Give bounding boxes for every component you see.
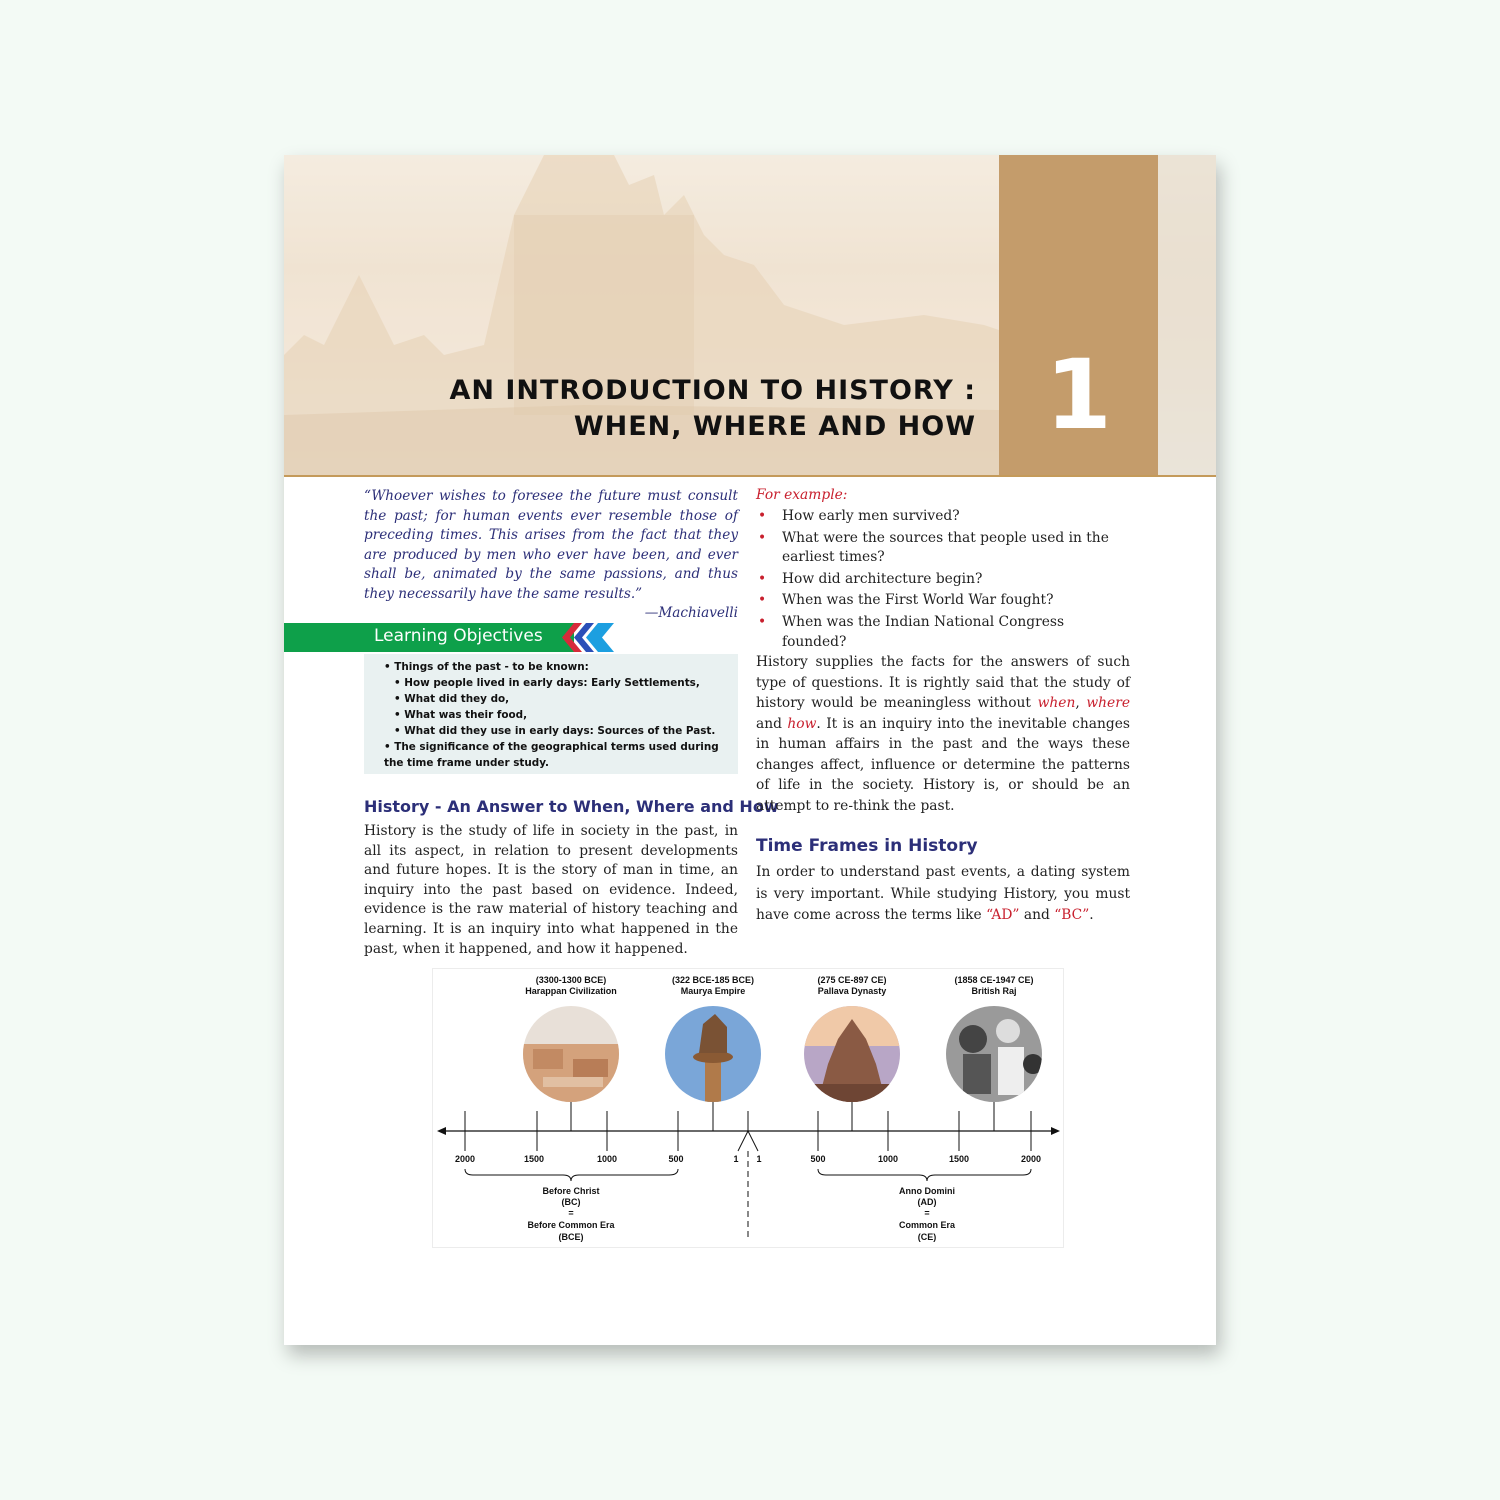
bc-label-line: (BC) <box>561 1197 581 1207</box>
era-dates-harappan: (3300-1300 BCE) <box>535 975 607 985</box>
learning-objectives-list <box>364 654 738 771</box>
bullet-icon: • <box>758 529 767 546</box>
history-facts-paragraph: History supplies the facts for the answers of such type of questions. It is rightly said that the study of history would be meaningless without when, where and how. It is an inquiry into the inevitable changes in human affairs in the past and the ways these changes affect, influence or determine the patterns of life in the society. History is, or should be an attempt to re-think the past. <box>756 654 1130 814</box>
era-dates-pallava: (275 CE-897 CE) <box>817 975 887 985</box>
tick-label: 500 <box>668 1154 684 1164</box>
objective-subitem: • What was their food, <box>384 707 738 723</box>
emphasis-how: how <box>787 715 817 732</box>
term-ad: “AD” <box>986 907 1020 923</box>
example-item: • When was the Indian National Congress founded? <box>758 613 1065 650</box>
quote-text: “Whoever wishes to foresee the future must consult the past; for human events ever resemble those of preceding times. This arises from the fact that they are produced by men who ever have been, and ever shall be, animated by the same passions, and thus they necessarily have the same results.” <box>364 488 738 602</box>
title-line-1: AN INTRODUCTION TO HISTORY : <box>449 375 976 406</box>
chapter-banner <box>284 155 1216 475</box>
objective-item: • Things of the past - to be known: <box>384 659 738 675</box>
time-frames-paragraph: In order to understand past events, a dating system is very important. While studying History, you must have come across the terms like “AD” and “BC”. <box>756 864 1130 923</box>
objective-subitem: • How people lived in early days: Early Settlements, <box>384 675 738 691</box>
tick-label: 1500 <box>948 1154 970 1164</box>
timeline-svg <box>433 969 1063 1247</box>
tick-label: 2000 <box>1020 1154 1042 1164</box>
left-arrow-icon <box>437 1127 446 1135</box>
british-raj-photo-image <box>946 1006 1043 1102</box>
era-name-maurya: Maurya Empire <box>680 986 746 996</box>
section-heading-when-where-how: History - An Answer to When, Where and How <box>364 797 779 816</box>
bc-label-line: Before Common Era <box>527 1220 615 1230</box>
textbook-page <box>284 155 1216 1345</box>
examples-label: For example: <box>756 487 848 503</box>
section-paragraph: History is the study of life in society in the past, in all its aspect, in relation to present developments and future hopes. It is the story of man in time, an inquiry into the past based on evidence. Indeed, evidence is the raw material of history teaching and learning. It is an inquiry into what happened in the past, when it happened, and how it happened. <box>364 823 738 957</box>
tick-label: 2000 <box>454 1154 476 1164</box>
example-item: • How early men survived? <box>756 507 1130 527</box>
tick-label: 1 <box>733 1154 739 1164</box>
examples-list <box>756 507 1130 652</box>
term-bc: “BC” <box>1054 907 1090 923</box>
learning-objectives-box <box>364 654 738 774</box>
ad-label-line: Anno Domini <box>899 1186 955 1196</box>
objective-subitem: • What did they do, <box>384 691 738 707</box>
bc-brace <box>465 1169 678 1181</box>
bc-label-line: (BCE) <box>558 1232 584 1242</box>
bc-label-line: Before Christ <box>542 1186 600 1196</box>
pallava-temple-image <box>804 1006 900 1102</box>
banner-divider <box>284 475 1216 477</box>
example-item: • When was the First World War fought? <box>756 591 1130 611</box>
ashoka-lion-pillar-image <box>665 1006 761 1102</box>
chapter-title <box>449 373 976 445</box>
chapter-number: 1 <box>1045 339 1112 451</box>
bullet-icon: • <box>758 508 767 524</box>
tick-label: 500 <box>810 1154 826 1164</box>
ad-label-line: = <box>924 1208 930 1218</box>
bc-label-line: = <box>568 1208 574 1218</box>
timeline-diagram <box>432 968 1064 1248</box>
era-name-pallava: Pallava Dynasty <box>817 986 887 996</box>
ad-brace <box>818 1169 1031 1181</box>
tick-label: 1000 <box>877 1154 899 1164</box>
bullet-icon: • <box>758 613 767 630</box>
right-arrow-icon <box>1051 1127 1060 1135</box>
example-item: • What were the sources that people used in the earliest times? <box>758 529 1109 566</box>
ad-label-line: (AD) <box>917 1197 937 1207</box>
emphasis-when: when <box>1037 695 1076 711</box>
tick-label: 1000 <box>596 1154 618 1164</box>
era-name-harappan: Harappan Civilization <box>525 986 617 996</box>
objective-item: • The significance of the geographical terms used during the time frame under study. <box>384 739 738 771</box>
era-dates-british: (1858 CE-1947 CE) <box>954 975 1034 985</box>
quote-author: —Machiavelli <box>644 605 738 621</box>
example-item: • How did architecture begin? <box>756 570 1130 590</box>
examples-block <box>756 487 1130 654</box>
emphasis-where: where <box>1086 695 1130 711</box>
harappan-ruins-image <box>523 1006 619 1102</box>
era-dates-maurya: (322 BCE-185 BCE) <box>671 975 755 985</box>
tick-label: 1 <box>756 1154 762 1164</box>
epigraph-quote <box>364 487 738 624</box>
title-line-2: WHEN, WHERE AND HOW <box>573 411 976 442</box>
tick-label: 1500 <box>523 1154 545 1164</box>
bullet-icon: • <box>758 592 767 609</box>
objective-subitem: • What did they use in early days: Sources of the Past. <box>384 723 738 739</box>
era-name-british: British Raj <box>971 986 1017 996</box>
chevron-arrows-icon <box>556 623 636 652</box>
learning-objectives-title: Learning Objectives <box>374 626 543 646</box>
bullet-icon: • <box>758 570 767 587</box>
ad-label-line: Common Era <box>898 1220 956 1230</box>
ad-label-line: (CE) <box>917 1232 937 1242</box>
chapter-number-box <box>999 155 1158 475</box>
section-heading-time-frames: Time Frames in History <box>756 836 978 856</box>
